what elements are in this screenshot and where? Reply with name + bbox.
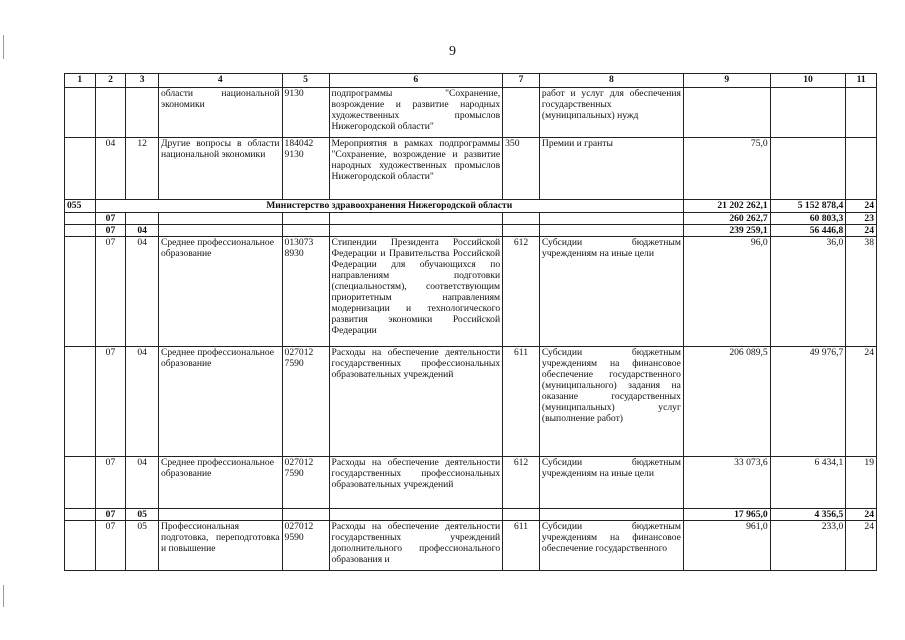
cell-plan-amount: 17 965,0 [683,509,770,521]
cell-expense-type-code: 611 [503,521,540,571]
cell-ministry-code [65,237,96,347]
table-row [65,347,877,457]
cell-subsection: 05 [126,509,159,521]
cell-ministry-code: 055 [65,200,96,213]
cell-target-name: подпрограммы "Сохранение, возрождение и развитие народных художественных промыслов Нижегородской области" [329,88,503,138]
cell-percent: 19 [846,457,877,509]
scan-edge-mark-bottom [3,585,4,607]
cell-expense-type-name: Субсидии бюджетным учреждениям на финансовое обеспечение государственного [539,521,683,571]
cell-percent: 24 [846,521,877,571]
cell-subsection [126,88,159,138]
cell-percent: 24 [846,347,877,457]
cell-expense-type-name: работ и услуг для обеспечения государственных (муниципальных) нужд [539,88,683,138]
table-row [65,521,877,571]
cell-target-name: Мероприятия в рамках подпрограммы "Сохранение, возрождение и развитие народных художественных промыслов Нижегородской области" [329,138,503,200]
cell-target-code: 184042 9130 [282,138,329,200]
cell-subsection: 04 [126,457,159,509]
cell-section: 07 [95,521,126,571]
cell-plan-amount: 239 259,1 [683,225,770,237]
cell-expense-type-code: 611 [503,347,540,457]
cell-section: 04 [95,138,126,200]
cell-actual-amount: 36,0 [770,237,846,347]
cell-section-name: Среднее профессиональное образование [158,237,282,347]
cell-section-name: Другие вопросы в области национальной экономики [158,138,282,200]
cell-plan-amount: 96,0 [683,237,770,347]
ministry-title: Министерство здравоохранения Нижегородской области [95,200,683,213]
column-header: 6 [329,74,503,88]
cell-expense-type-name: Субсидии бюджетным учреждениям на иные цели [539,237,683,347]
cell-subsection: 05 [126,521,159,571]
cell-percent [846,138,877,200]
cell-expense-type-code: 350 [503,138,540,200]
table-header-row [65,74,877,88]
cell-target-name: Расходы на обеспечение деятельности государственных учреждений дополнительного профессионального образования и [329,521,503,571]
cell-section: 07 [95,213,126,225]
section-subtotal-row [65,213,877,225]
cell-section-name: области национальной экономики [158,88,282,138]
column-header: 3 [126,74,159,88]
cell-subsection: 12 [126,138,159,200]
table-row [65,237,877,347]
cell-actual-amount: 60 803,3 [770,213,846,225]
cell-actual-amount: 6 434,1 [770,457,846,509]
cell-target-code: 013073 8930 [282,237,329,347]
cell-percent: 38 [846,237,877,347]
cell-section: 07 [95,509,126,521]
cell-expense-type-name: Премии и гранты [539,138,683,200]
table-row [65,457,877,509]
cell-plan-amount: 961,0 [683,521,770,571]
cell-percent: 23 [846,213,877,225]
cell-target-code: 9130 [282,88,329,138]
cell-ministry-code [65,88,96,138]
cell-expense-type-code: 612 [503,237,540,347]
cell-actual-amount: 49 976,7 [770,347,846,457]
page-number: 9 [449,44,456,59]
cell-percent: 24 [846,225,877,237]
cell-section: 07 [95,457,126,509]
cell-actual-amount [770,138,846,200]
cell-actual-amount [770,88,846,138]
cell-section: 07 [95,237,126,347]
cell-section: 07 [95,347,126,457]
cell-percent: 24 [846,509,877,521]
column-header: 10 [770,74,846,88]
cell-actual-amount: 56 446,8 [770,225,846,237]
cell-plan-amount: 21 202 262,1 [683,200,770,213]
column-header: 7 [503,74,540,88]
cell-percent [846,88,877,138]
cell-actual-amount: 5 152 878,4 [770,200,846,213]
cell-actual-amount: 4 356,5 [770,509,846,521]
subsection-subtotal-row [65,509,877,521]
cell-percent: 24 [846,200,877,213]
cell-section [95,88,126,138]
cell-target-name: Расходы на обеспечение деятельности государственных профессиональных образовательных учреждений [329,347,503,457]
column-header: 11 [846,74,877,88]
cell-ministry-code [65,347,96,457]
cell-plan-amount: 33 073,6 [683,457,770,509]
cell-section: 07 [95,225,126,237]
cell-target-name: Стипендии Президента Российской Федерации и Правительства Российской Федерации для обучающихся по направлениям подготовки (специальностям), соответствующим приоритетным направлениям модернизации и технологического развития экономики Российской Федерации [329,237,503,347]
column-header: 9 [683,74,770,88]
cell-ministry-code [65,457,96,509]
cell-subsection: 04 [126,225,159,237]
cell-plan-amount [683,88,770,138]
ministry-total-row [65,200,877,213]
cell-subsection: 04 [126,237,159,347]
cell-target-name: Расходы на обеспечение деятельности государственных профессиональных образовательных учреждений [329,457,503,509]
column-header: 2 [95,74,126,88]
cell-expense-type-code [503,88,540,138]
table-row [65,88,877,138]
cell-expense-type-code: 612 [503,457,540,509]
cell-expense-type-name: Субсидии бюджетным учреждениям на финансовое обеспечение государственного (муниципального) задания на оказание государственных (муниципальных) услуг (выполнение работ) [539,347,683,457]
cell-plan-amount: 206 089,5 [683,347,770,457]
column-header: 4 [158,74,282,88]
cell-target-code: 027012 7590 [282,347,329,457]
cell-section-name: Профессиональная подготовка, переподготовка и повышение [158,521,282,571]
cell-ministry-code [65,138,96,200]
column-header: 8 [539,74,683,88]
cell-plan-amount: 75,0 [683,138,770,200]
cell-subsection [126,213,159,225]
cell-subsection: 04 [126,347,159,457]
column-header: 5 [282,74,329,88]
cell-section-name: Среднее профессиональное образование [158,347,282,457]
table-row [65,138,877,200]
budget-table [64,73,877,571]
cell-target-code: 027012 7590 [282,457,329,509]
cell-expense-type-name: Субсидии бюджетным учреждениям на иные цели [539,457,683,509]
cell-target-code: 027012 9590 [282,521,329,571]
cell-ministry-code [65,521,96,571]
cell-actual-amount: 233,0 [770,521,846,571]
cell-plan-amount: 260 262,7 [683,213,770,225]
cell-section-name: Среднее профессиональное образование [158,457,282,509]
subsection-subtotal-row [65,225,877,237]
column-header: 1 [65,74,96,88]
